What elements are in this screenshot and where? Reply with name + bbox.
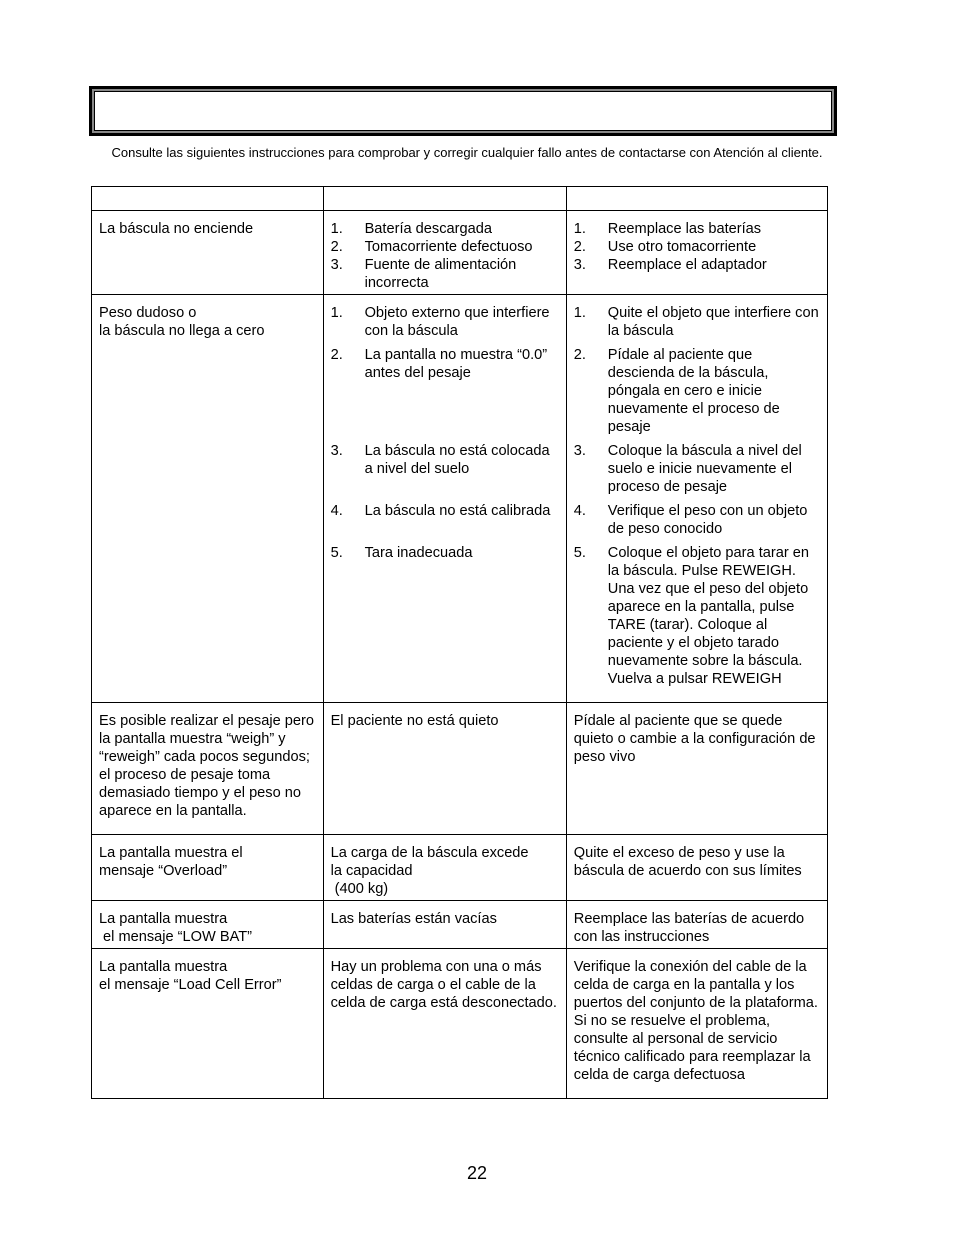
list-item: 2. Tomacorriente defectuoso	[330, 239, 533, 255]
list-item: 3. Fuente de alimentación incorrecta	[330, 257, 517, 291]
solution-cell	[566, 295, 827, 703]
cause-cell	[323, 211, 566, 295]
list-item: 5. Tara inadecuada	[330, 545, 473, 561]
problem-cell: Es posible realizar el pesaje pero la pantalla muestra “weigh” y “reweigh” cada pocos segundos; el proceso de pesaje toma demasiado tiempo y el peso no aparece en la pantalla.	[92, 703, 324, 835]
header-cause	[323, 187, 566, 211]
problem-cell: La báscula no enciende	[92, 211, 324, 295]
list-item: 3. Reemplace el adaptador	[573, 257, 767, 273]
cause-cell: Las baterías están vacías	[323, 901, 566, 949]
list-item: 1. Objeto externo que interfiere con la báscula	[330, 305, 550, 339]
problem-cell: La pantalla muestra el mensaje “Overload”	[92, 835, 324, 901]
solution-cell: Verifique la conexión del cable de la celda de carga en la pantalla y los puertos del conjunto de la plataforma. Si no se resuelve el problema, consulte al personal de servicio técnico calificado para reemplazar la celda de carga defectuosa	[566, 949, 827, 1099]
list-item: 3. La báscula no está colocada a nivel del suelo	[330, 443, 550, 477]
header-solution	[566, 187, 827, 211]
intro-text: Consulte las siguientes instrucciones para comprobar y corregir cualquier fallo antes de contactarse con Atención al cliente.	[111, 145, 823, 160]
table-header-row	[92, 187, 828, 211]
cause-cell: Hay un problema con una o más celdas de carga o el cable de la celda de carga está desconectado.	[323, 949, 566, 1099]
problem-cell: La pantalla muestra el mensaje “Load Cell Error”	[92, 949, 324, 1099]
problem-cell: La pantalla muestra el mensaje “LOW BAT”	[92, 901, 324, 949]
header-problem	[92, 187, 324, 211]
section-title-box	[89, 86, 837, 136]
page-number: 22	[466, 1163, 488, 1183]
table-row	[92, 703, 828, 835]
list-item: 4. La báscula no está calibrada	[330, 503, 551, 519]
table-row	[92, 835, 828, 901]
list-item: 1. Quite el objeto que interfiere con la báscula	[573, 305, 819, 339]
list-item: 2. Pídale al paciente que descienda de la báscula, póngala en cero e inicie nuevamente el proceso de pesaje	[573, 347, 780, 435]
solution-cell: Reemplace las baterías de acuerdo con las instrucciones	[566, 901, 827, 949]
solution-cell: Quite el exceso de peso y use la báscula de acuerdo con sus límites	[566, 835, 827, 901]
cause-cell: El paciente no está quieto	[323, 703, 566, 835]
list-item: 1. Batería descargada	[330, 221, 492, 237]
table-row	[92, 901, 828, 949]
solution-cell: Pídale al paciente que se quede quieto o cambie a la configuración de peso vivo	[566, 703, 827, 835]
list-item: 1. Reemplace las baterías	[573, 221, 762, 237]
problem-cell: Peso dudoso o la báscula no llega a cero	[92, 295, 324, 703]
cause-cell: La carga de la báscula excede la capacidad (400 kg)	[323, 835, 566, 901]
list-item: 4. Verifique el peso con un objeto de peso conocido	[573, 503, 808, 537]
table-row	[92, 211, 828, 295]
solution-cell	[566, 211, 827, 295]
troubleshooting-table	[91, 186, 828, 1099]
list-item: 3. Coloque la báscula a nivel del suelo e inicie nuevamente el proceso de pesaje	[573, 443, 802, 495]
list-item: 2. La pantalla no muestra “0.0” antes del pesaje	[330, 347, 548, 381]
list-item: 5. Coloque el objeto para tarar en la báscula. Pulse REWEIGH. Una vez que el peso del objeto aparece en la pantalla, pulse TARE (tarar). Coloque al paciente y el objeto tarado nuevamente sobre la báscula. Vuelva a pulsar REWEIGH	[573, 545, 809, 687]
table-row	[92, 949, 828, 1099]
table-row	[92, 295, 828, 703]
list-item: 2. Use otro tomacorriente	[573, 239, 757, 255]
cause-cell	[323, 295, 566, 703]
